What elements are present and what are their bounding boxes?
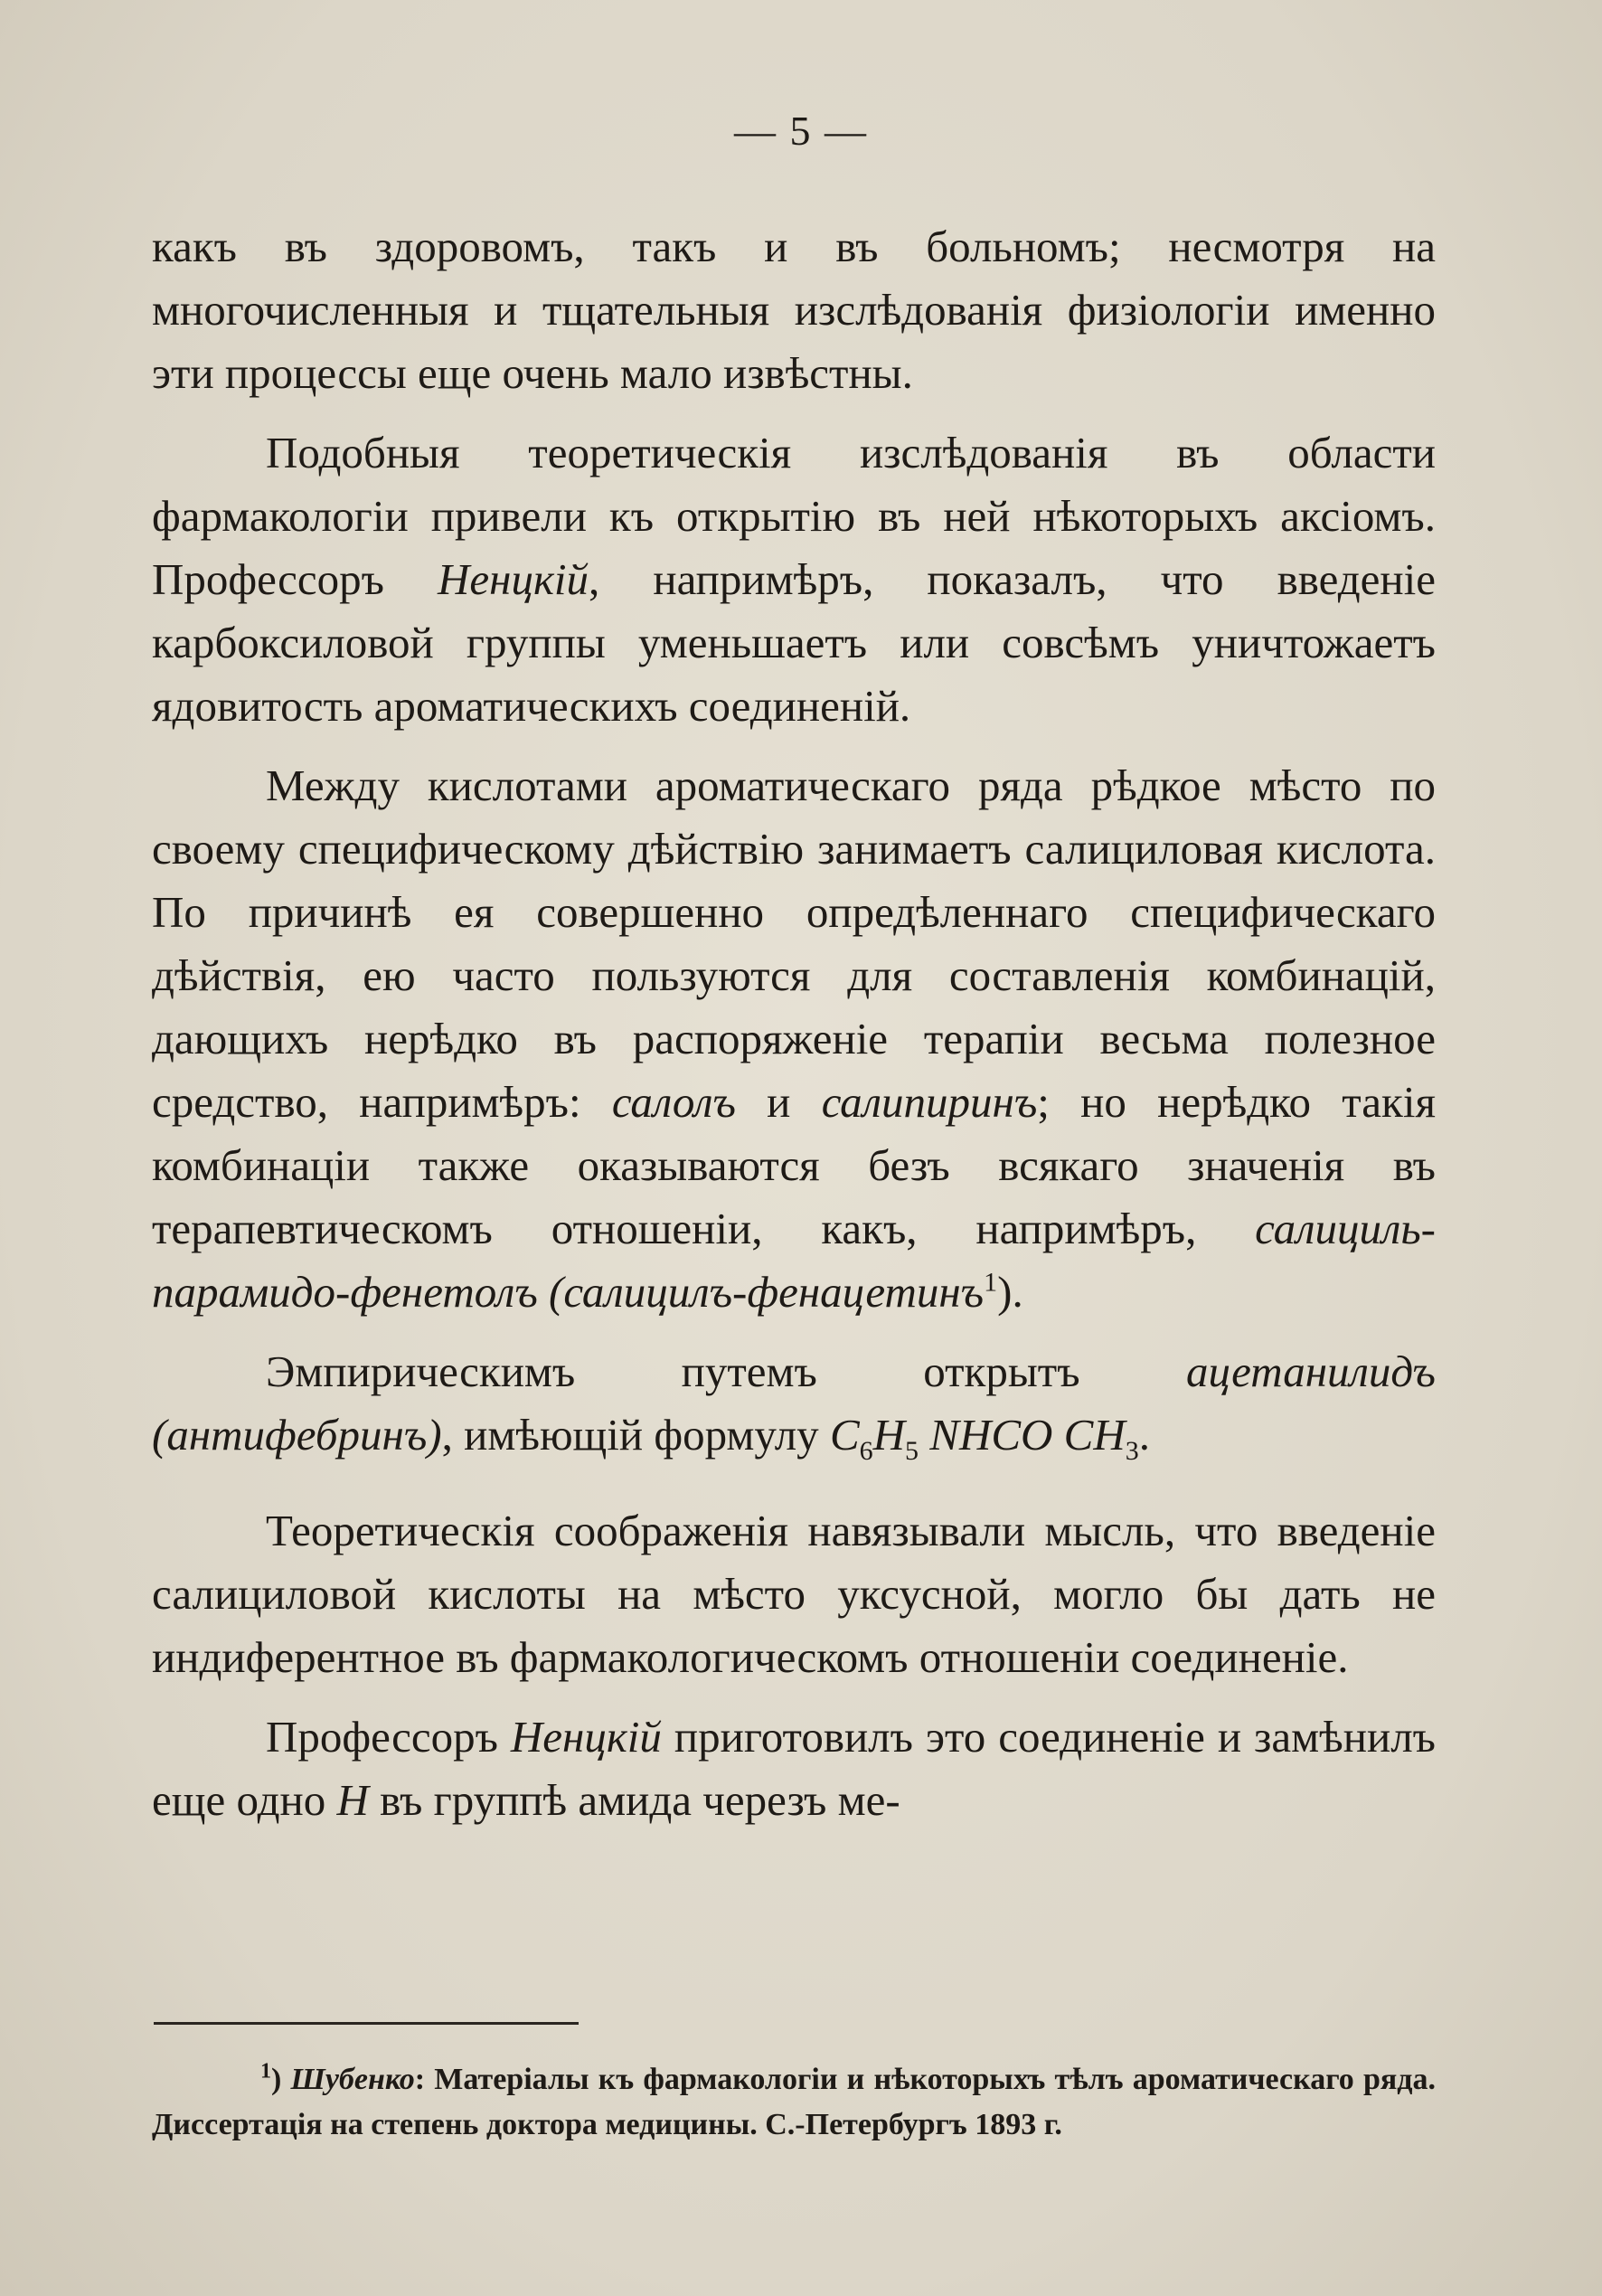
paragraph-6 (152, 1705, 1436, 1832)
footnote-text: : Матеріалы къ фармакологіи и нѣкоторыхъ тѣлъ ароматическаго ряда. Диссертація на степень доктора медицины. С.-Петербургъ 1893 г. (152, 2063, 1436, 2141)
footnote (152, 2057, 1436, 2148)
paragraph-2 (152, 421, 1436, 738)
term-salipirin: салипиринъ (821, 1077, 1038, 1127)
formula-c-sub: 6 (859, 1435, 873, 1466)
term-salol: салолъ (611, 1077, 736, 1127)
symbol-h: H (336, 1774, 369, 1825)
paragraph-3-text-a: Между кислотами ароматическаго ряда рѣдкое мѣсто по своему специфическому дѣйствію занимаетъ салициловая кислота. По причинѣ ея совершенно опредѣленнаго специфическаго дѣйствія, ею часто пользуются для составленія комбинацій, дающихъ нерѣдко въ распоряженіе терапіи весьма полезное средство, напримѣръ: (152, 761, 1436, 1127)
formula-rest-sub: 3 (1125, 1435, 1139, 1466)
paragraph-3-text-b: ; но нерѣдко такія комбинаціи также оказываются безъ всякаго значенія въ терапевтическомъ отношеніи, какъ, напримѣръ, (152, 1077, 1436, 1253)
formula-rest: NHCO CH (919, 1410, 1126, 1460)
paragraph-4-text-b: , имѣющій формулу (441, 1410, 830, 1460)
term-acetanilid: ацетанилидъ (антифебринъ) (152, 1346, 1436, 1460)
paragraph-4 (152, 1340, 1436, 1483)
paragraph-3-and: и (735, 1077, 822, 1127)
paragraph-6-text-b: приготовилъ это соединеніе и замѣнилъ еще одно (152, 1711, 1436, 1825)
paragraph-1: какъ въ здоровомъ, такъ и въ больномъ; несмотря на многочисленныя и тщательныя изслѣдованія физіологіи именно эти процессы еще очень мало извѣстны. (152, 222, 1436, 398)
paragraph-4-text-a: Эмпирическимъ путемъ открытъ (266, 1346, 1186, 1396)
footnote-paren: ) (271, 2063, 291, 2096)
body-text (152, 215, 1436, 1848)
paragraph-2-text-b: , напримѣръ, показалъ, что введеніе карбоксиловой группы уменьшаетъ или совсѣмъ уничтожаетъ ядовитость ароматическихъ соединеній. (152, 554, 1436, 731)
term-compound: салициль-парамидо-фенетолъ (салицилъ-фенацетинъ (152, 1204, 1436, 1317)
author-name-nencki-2: Ненцкій (510, 1711, 662, 1762)
formula-c: C (829, 1410, 860, 1460)
paragraph-3-text-c: ). (997, 1267, 1023, 1317)
formula-h: H (872, 1410, 906, 1460)
footnote-author: Шубенко (290, 2063, 415, 2096)
footnote-mark: 1 (260, 2059, 271, 2083)
paragraph-3 (152, 754, 1436, 1324)
paragraph-4-text-c: . (1138, 1410, 1150, 1460)
chemical-formula (829, 1410, 1139, 1466)
paragraph-6-text-a: Профессоръ (266, 1711, 511, 1762)
paragraph-6-text-c: въ группѣ амида черезъ ме- (368, 1774, 900, 1825)
paragraph-2-text-a: Подобныя теоретическія изслѣдованія въ области фармакологіи привели къ открытію въ ней нѣкоторыхъ аксіомъ. Профессоръ (152, 428, 1436, 604)
author-name-nencki: Ненцкій (438, 554, 589, 604)
footnote-divider (154, 2022, 579, 2025)
formula-h-sub: 5 (905, 1435, 919, 1466)
page-number: — 5 — (734, 108, 868, 154)
footnote-reference: 1 (984, 1267, 998, 1298)
paragraph-5: Теоретическія соображенія навязывали мысль, что введеніе салициловой кислоты на мѣсто уксусной, могло бы дать не индиферентное въ фармакологическомъ отношеніи соединеніе. (152, 1505, 1436, 1682)
